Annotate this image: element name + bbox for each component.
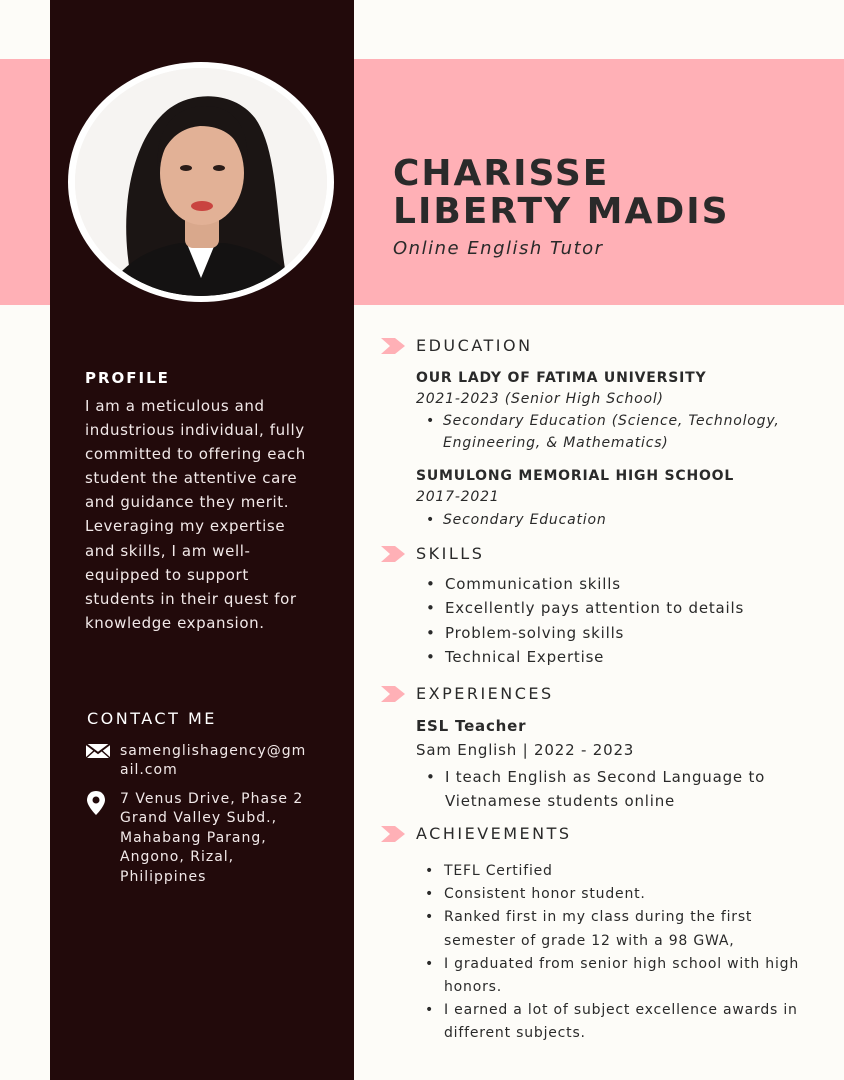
- achievement-text: I graduated from senior high school with high honors.: [444, 955, 800, 996]
- list-item: • Excellently pays attention to details: [426, 596, 744, 620]
- experiences-heading: EXPERIENCES: [416, 684, 554, 703]
- envelope-icon: [85, 742, 120, 781]
- name-line-1: CHARISSE: [393, 153, 610, 194]
- contact-heading: CONTACT ME: [87, 709, 217, 728]
- chevron-right-icon: [380, 685, 406, 703]
- job-role: Online English Tutor: [393, 238, 604, 259]
- achievement-text: Consistent honor student.: [444, 886, 646, 903]
- skills-heading: SKILLS: [416, 544, 485, 563]
- chevron-right-icon: [380, 545, 406, 563]
- achievement-text: Ranked first in my class during the first semester of grade 12 with a 98 GWA,: [444, 909, 753, 949]
- list-item: • Problem-solving skills: [426, 621, 744, 645]
- list-item: • Technical Expertise: [426, 645, 744, 669]
- candidate-name: [393, 155, 730, 231]
- achievement-text: TEFL Certified: [444, 863, 553, 879]
- list-item: • Ranked first in my class during the first semester of grade 12 with a 98 GWA,: [425, 906, 825, 952]
- profile-text: I am a meticulous and industrious individual, fully committed to offering each student the attentive care and guidance they merit. Leveraging my expertise and skills, I am well-equipped to support students in their quest for knowledge expansion.: [85, 397, 306, 632]
- education-detail-text: Secondary Education: [443, 512, 607, 528]
- contact-address: 7 Venus Drive, Phase 2 Grand Valley Subd., Mahabang Parang, Angono, Rizal, Philippines: [120, 791, 304, 885]
- education-detail-text: Secondary Education (Science, Technology, Engineering, & Mathematics): [443, 413, 780, 451]
- achievement-text: I earned a lot of subject excellence awards in different subjects.: [444, 1002, 798, 1042]
- chevron-right-icon: [380, 825, 406, 843]
- skill-text: Technical Expertise: [445, 647, 605, 666]
- contact-email-row: [85, 742, 315, 781]
- bullet: •: [426, 413, 436, 429]
- experiences-heading-row: [380, 684, 554, 703]
- school-name: SUMULONG MEMORIAL HIGH SCHOOL: [416, 468, 735, 484]
- experience-list: [426, 765, 826, 814]
- achievements-heading-row: [380, 824, 572, 843]
- school-years: 2021-2023 (Senior High School): [416, 391, 664, 407]
- skill-text: Excellently pays attention to details: [445, 599, 745, 618]
- education-heading: EDUCATION: [416, 336, 533, 355]
- contact-email[interactable]: samenglishagency@gmail.com: [120, 743, 307, 779]
- bullet: •: [426, 512, 436, 528]
- list-item: • I teach English as Second Language to Vietnamese students online: [426, 765, 826, 814]
- chevron-right-icon: [380, 337, 406, 355]
- skill-text: Communication skills: [445, 575, 621, 593]
- skills-heading-row: [380, 544, 484, 563]
- list-item: • TEFL Certified: [425, 860, 825, 883]
- experience-text: I teach English as Second Language to Vietnamese students online: [445, 768, 766, 811]
- location-pin-icon: [85, 790, 120, 887]
- profile-photo: [75, 68, 327, 296]
- list-item: • I graduated from senior high school with high honors.: [425, 953, 825, 999]
- education-detail: [426, 410, 836, 454]
- skill-text: Problem-solving skills: [445, 623, 625, 642]
- skills-list: [426, 572, 744, 669]
- education-detail: [426, 509, 836, 531]
- list-item: • I earned a lot of subject excellence awards in different subjects.: [425, 999, 825, 1045]
- profile-heading: PROFILE: [85, 369, 170, 387]
- experience-title: ESL Teacher: [416, 717, 527, 735]
- contact-address-row: [85, 790, 315, 887]
- achievements-list: [425, 860, 825, 1046]
- name-line-2: LIBERTY MADIS: [393, 191, 730, 232]
- experience-subtitle: Sam English | 2022 - 2023: [416, 741, 635, 759]
- school-years: 2017-2021: [416, 489, 500, 505]
- education-heading-row: [380, 336, 533, 355]
- achievements-heading: ACHIEVEMENTS: [416, 824, 572, 843]
- list-item: • Consistent honor student.: [425, 883, 825, 906]
- school-name: OUR LADY OF FATIMA UNIVERSITY: [416, 370, 707, 386]
- list-item: • Communication skills: [426, 572, 744, 596]
